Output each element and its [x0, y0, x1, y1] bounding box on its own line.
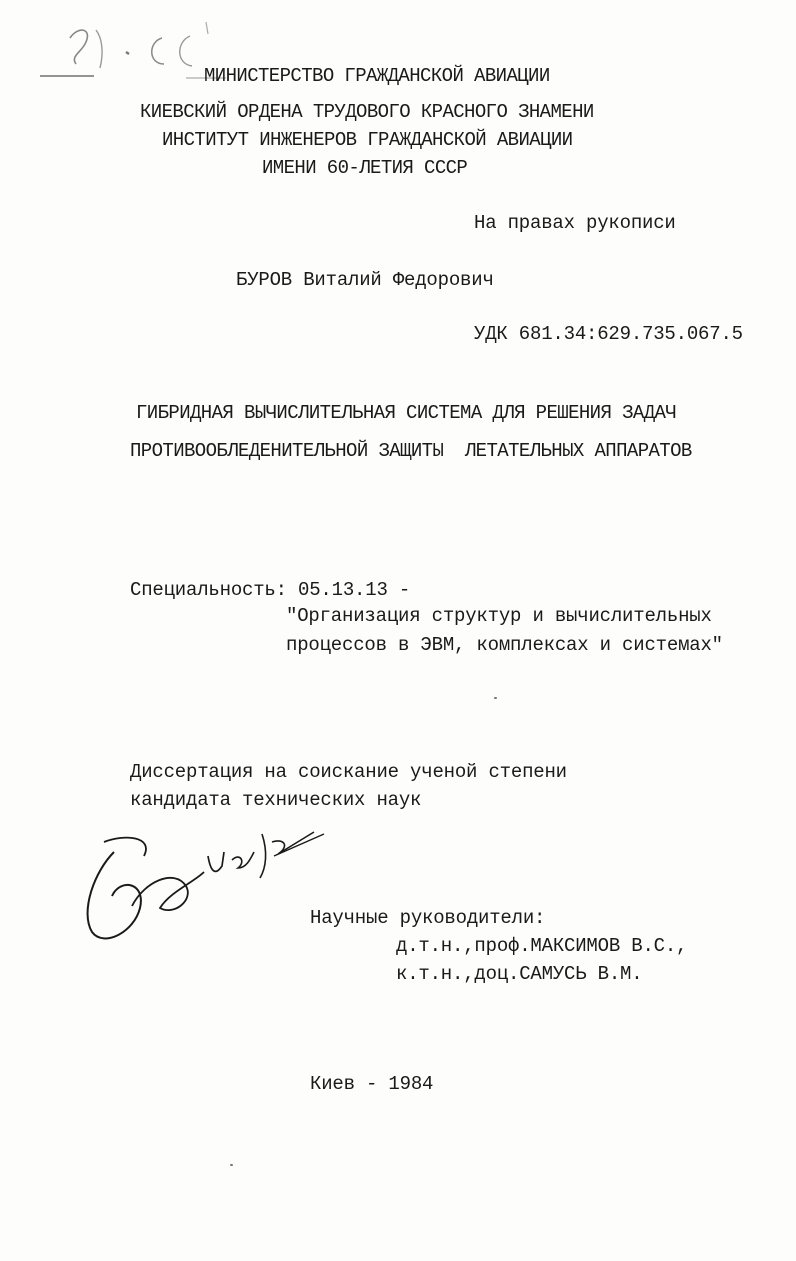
institute-line-3: ИМЕНИ 60-ЛЕТИЯ СССР	[262, 157, 468, 179]
stray-mark	[494, 697, 497, 699]
supervisor-1: д.т.н.,проф.МАКСИМОВ В.С.,	[396, 935, 688, 957]
title-line-2: ПРОТИВООБЛЕДЕНИТЕЛЬНОЙ ЗАЩИТЫ ЛЕТАТЕЛЬНЫХ АППАРАТОВ	[130, 440, 692, 462]
supervisors-label: Научные руководители:	[310, 907, 546, 929]
institute-line-1: КИЕВСКИЙ ОРДЕНА ТРУДОВОГО КРАСНОГО ЗНАМЕНИ	[140, 101, 594, 123]
manuscript-note: На правах рукописи	[474, 212, 676, 234]
supervisor-2: к.т.н.,доц.САМУСЬ В.М.	[396, 963, 643, 985]
place-year: Киев - 1984	[310, 1073, 434, 1095]
dissertation-line-2: кандидата технических наук	[130, 789, 422, 811]
title-line-1: ГИБРИДНАЯ ВЫЧИСЛИТЕЛЬНАЯ СИСТЕМА ДЛЯ РЕШЕНИЯ ЗАДАЧ	[136, 402, 677, 424]
institute-line-2: ИНСТИТУТ ИНЖЕНЕРОВ ГРАЖДАНСКОЙ АВИАЦИИ	[162, 129, 573, 151]
specialty-label: Специальность: 05.13.13 -	[130, 579, 411, 601]
stray-mark-bottom	[230, 1164, 233, 1166]
udc-code: УДК 681.34:629.735.067.5	[474, 323, 743, 345]
dissertation-line-1: Диссертация на соискание ученой степени	[130, 761, 567, 783]
specialty-name-2: процессов в ЭВМ, комплексах и системах"	[286, 634, 723, 656]
signature	[74, 812, 334, 952]
ministry-line: МИНИСТЕРСТВО ГРАЖДАНСКОЙ АВИАЦИИ	[204, 65, 550, 87]
author-name: БУРОВ Виталий Федорович	[236, 269, 494, 291]
specialty-name-1: "Организация структур и вычислительных	[286, 605, 712, 627]
